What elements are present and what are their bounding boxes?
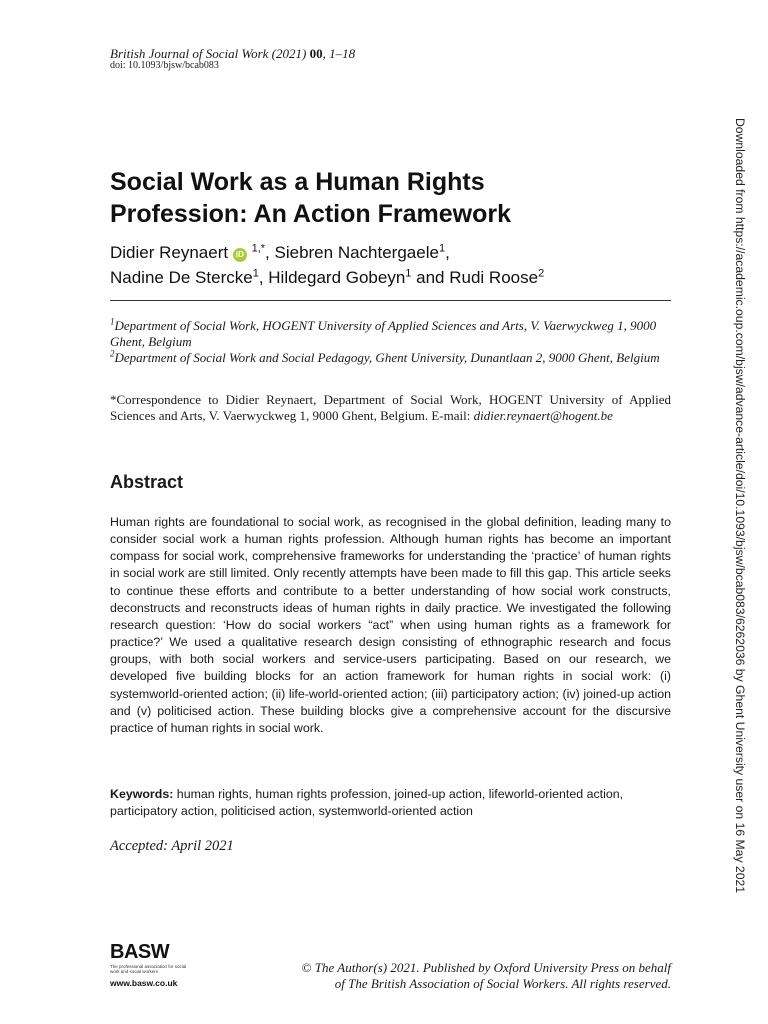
basw-logo-tagline: The professional association for social work and social workers	[110, 964, 187, 974]
author-name: Rudi Roose	[449, 268, 539, 287]
basw-logo	[110, 942, 190, 974]
author-affiliation-mark: 1	[438, 242, 446, 255]
affiliations	[110, 318, 670, 366]
keywords-label: Keywords:	[110, 787, 174, 801]
copyright-symbol: ©	[301, 960, 312, 975]
correspondence-text: *Correspondence to Didier Reynaert, Department of Social Work, HOGENT University of Applied Sciences and Arts, V. Vaerwyckweg 1, 9000 Ghent, Belgium. E-mail:	[110, 392, 671, 423]
affiliation-item	[110, 318, 670, 350]
article-title	[110, 166, 670, 230]
basw-url[interactable]: www.basw.co.uk	[110, 978, 178, 988]
author-affiliation-mark: 1	[405, 267, 412, 280]
accepted-date: Accepted: April 2021	[110, 838, 234, 854]
author-separator: ,	[265, 243, 275, 262]
keywords	[110, 786, 671, 820]
journal-name: British Journal of Social Work (2021)	[110, 46, 307, 61]
journal-pages: , 1–18	[322, 46, 356, 61]
title-line-2: Profession: An Action Framework	[110, 200, 511, 228]
affiliation-mark: 2	[110, 348, 115, 359]
author-separator: and	[411, 268, 450, 287]
affiliation-item	[110, 350, 670, 366]
correspondence-email[interactable]: didier.reynaert@hogent.be	[473, 408, 613, 423]
copyright-notice	[250, 960, 671, 992]
author-affiliation-mark: 2	[538, 267, 545, 280]
basw-logo-mark: BASW	[110, 941, 170, 963]
copyright-line-1: The Author(s) 2021. Published by Oxford University Press on behalf	[311, 960, 671, 975]
title-line-1: Social Work as a Human Rights	[110, 168, 485, 196]
author-name: Siebren Nachtergaele	[274, 243, 439, 262]
author-affiliation-mark: 1	[252, 267, 259, 280]
doi: doi: 10.1093/bjsw/bcab083	[110, 60, 219, 71]
author-name: Hildegard Gobeyn	[268, 268, 406, 287]
orcid-icon[interactable]: iD	[233, 248, 247, 262]
keywords-list: human rights, human rights profession, joined-up action, lifeworld-oriented action, participatory action, politicised action, systemworld-oriented action	[110, 787, 624, 819]
affiliation-text: Department of Social Work and Social Pedagogy, Ghent University, Dunantlaan 2, 9000 Ghent, Belgium	[114, 350, 660, 365]
author-name: Nadine De Stercke	[110, 268, 253, 287]
author-affiliation-mark: 1,*	[251, 242, 266, 255]
abstract-body: Human rights are foundational to social work, as recognised in the global definition, leading many to consider social work a human rights profession. Although human rights has become an important compass for social work, comprehensive frameworks for understanding the ‘practice’ of human rights in social work are still limited. Only recently attempts have been made to fill this gap. This article seeks to continue these efforts and contribute to a better understanding of how social work constructs, deconstructs and reconstructs ideas of human rights in daily practice. We investigated the following research question: ‘How do social workers “act” when using human rights as a framework for practice?’ We used a qualitative research design consisting of ethnographic research and focus groups, with both social workers and service-users participating. Based on our research, we developed five building blocks for an action framework for human rights in social work: (i) systemworld-oriented action; (ii) life-world-oriented action; (iii) participatory action; (iv) joined-up action and (v) politicised action. These building blocks give a comprehensive account for the discursive practice of human rights in social work.	[110, 515, 671, 735]
affiliation-mark: 1	[110, 316, 115, 327]
abstract-heading: Abstract	[110, 472, 184, 492]
copyright-line-2: of The British Association of Social Workers. All rights reserved.	[334, 976, 671, 991]
journal-volume: 00	[309, 46, 323, 61]
author-separator: ,	[258, 268, 269, 287]
correspondence	[110, 392, 671, 424]
affiliation-text: Department of Social Work, HOGENT University of Applied Sciences and Arts, V. Vaerwyckweg 1, 9000 Ghent, Belgium	[110, 318, 657, 349]
author-name: Didier Reynaert	[110, 243, 229, 262]
author-separator: ,	[445, 243, 450, 262]
title-divider	[110, 300, 671, 301]
author-list	[110, 240, 680, 290]
download-notice: Downloaded from https://academic.oup.com/bjsw/advance-article/doi/10.1093/bjsw/bcab083/6262036 by Ghent University user on 16 May 2021	[733, 118, 747, 894]
